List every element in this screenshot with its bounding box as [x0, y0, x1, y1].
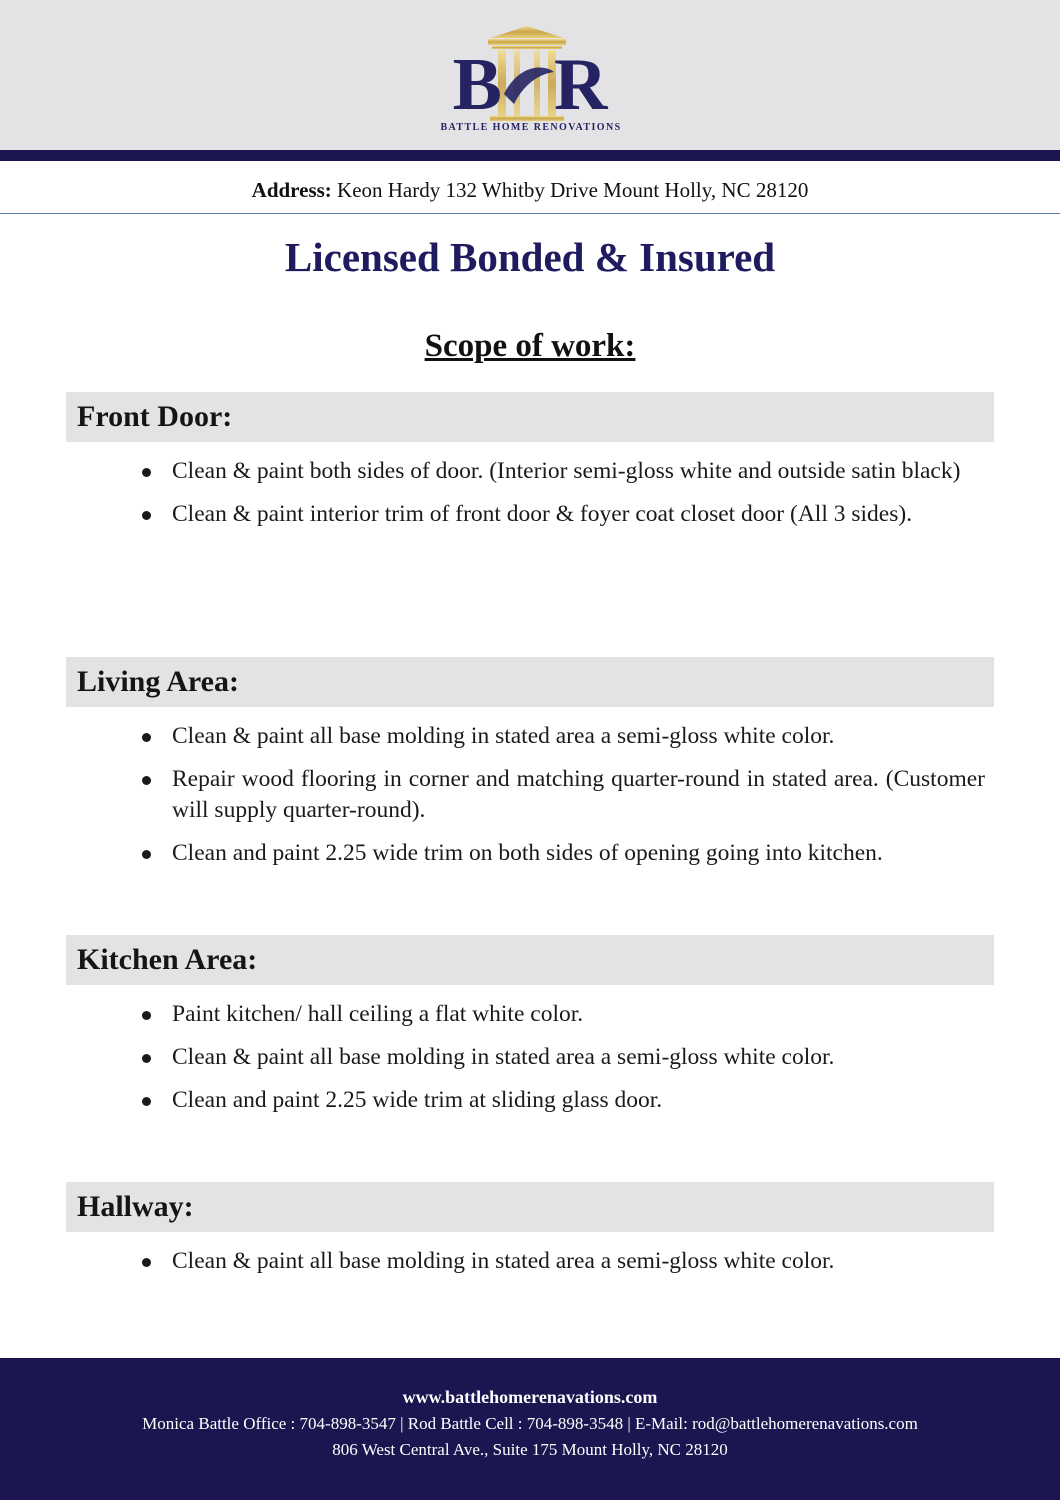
- logo-monogram: [440, 44, 622, 126]
- client-address: [0, 178, 1060, 203]
- section-title: Kitchen Area:: [77, 943, 258, 976]
- section-list-kitchen-area: [140, 999, 985, 1128]
- section-list-living-area: [140, 721, 985, 881]
- footer-website-link[interactable]: www.battlehomerenavations.com: [402, 1387, 658, 1407]
- section-header-front-door: [66, 392, 994, 442]
- address-label: Address:: [251, 178, 332, 202]
- letterhead-footer: [0, 1358, 1060, 1500]
- section-header-living-area: [66, 657, 994, 707]
- company-logo: [440, 22, 622, 138]
- logo-letter-left: B: [452, 44, 504, 126]
- list-item: Clean & paint all base molding in stated area a semi-gloss white color.: [140, 1042, 985, 1073]
- footer-contacts: Monica Battle Office : 704-898-3547 | Rod Battle Cell : 704-898-3548 | E-Mail: rod@battlehomerenavations.com: [142, 1414, 918, 1433]
- section-list-front-door: [140, 456, 985, 542]
- section-title: Hallway:: [77, 1190, 194, 1223]
- list-item: Clean & paint all base molding in stated area a semi-gloss white color.: [140, 1246, 985, 1277]
- section-header-kitchen-area: [66, 935, 994, 985]
- letterhead-header: [0, 0, 1060, 150]
- address-value: Keon Hardy 132 Whitby Drive Mount Holly, NC 28120: [331, 178, 809, 202]
- scope-heading: Scope of work:: [424, 328, 636, 364]
- logo-letter-right: R: [553, 44, 610, 126]
- list-item: Clean & paint both sides of door. (Interior semi-gloss white and outside satin black): [140, 456, 985, 487]
- list-item: Clean and paint 2.25 wide trim at sliding glass door.: [140, 1085, 985, 1116]
- header-divider-bar: [0, 150, 1060, 161]
- footer-address: 806 West Central Ave., Suite 175 Mount Holly, NC 28120: [332, 1440, 728, 1459]
- list-item: Clean & paint interior trim of front door & foyer coat closet door (All 3 sides).: [140, 499, 985, 530]
- list-item: Paint kitchen/ hall ceiling a flat white color.: [140, 999, 985, 1030]
- list-item: Repair wood flooring in corner and matching quarter-round in stated area. (Customer will supply quarter-round).: [140, 764, 985, 826]
- section-list-hallway: [140, 1246, 985, 1289]
- address-divider: [0, 213, 1060, 214]
- list-item: Clean & paint all base molding in stated area a semi-gloss white color.: [140, 721, 985, 752]
- section-title: Living Area:: [77, 665, 239, 698]
- logo-tagline: BATTLE HOME RENOVATIONS: [440, 122, 622, 133]
- list-item: Clean and paint 2.25 wide trim on both sides of opening going into kitchen.: [140, 838, 985, 869]
- section-header-hallway: [66, 1182, 994, 1232]
- page-title: Licensed Bonded & Insured: [284, 234, 776, 280]
- section-title: Front Door:: [77, 400, 233, 433]
